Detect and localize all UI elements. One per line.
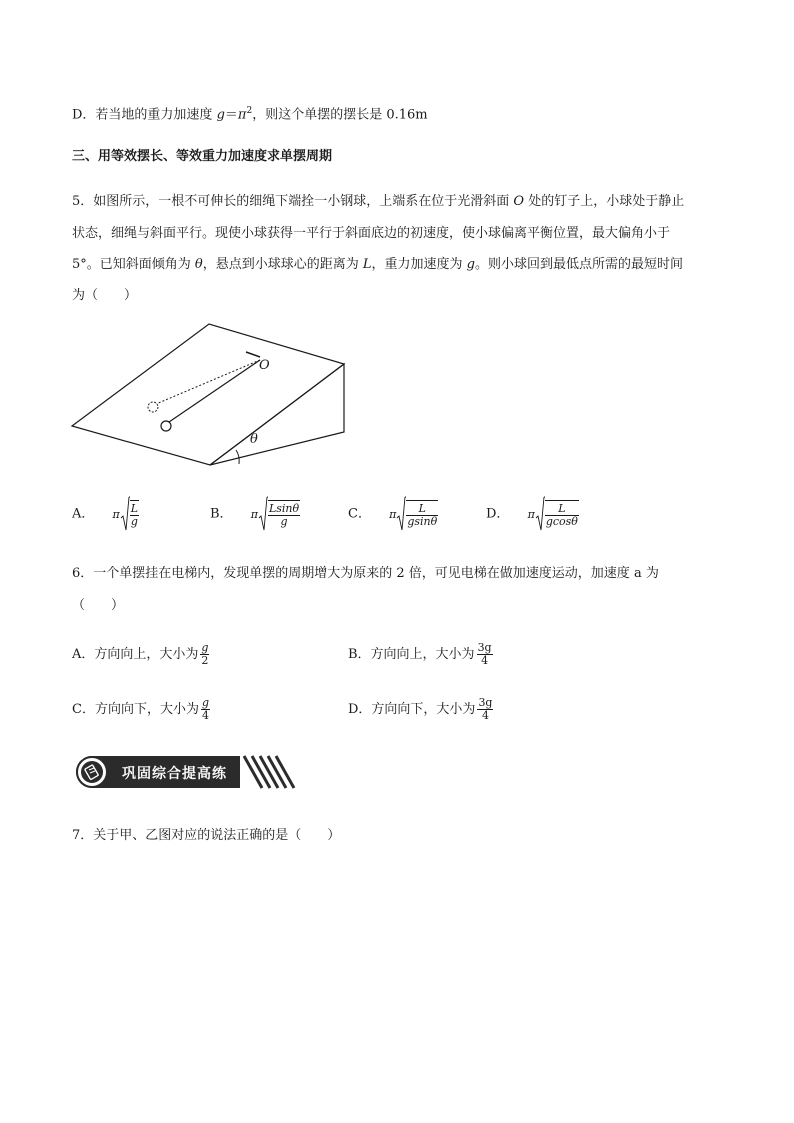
q5-line1: [72, 194, 684, 210]
q5-line3: [72, 257, 683, 273]
q4d-pi: π: [237, 107, 247, 123]
q5-option-c-sqrt: [396, 496, 438, 532]
radical-sign: [120, 496, 130, 532]
q4d-label: D．若当地的重力加速度: [72, 107, 217, 123]
q5-option-a-sqrt: [120, 496, 139, 532]
q6-option-a-num: g: [201, 641, 209, 654]
q6-option-c-frac: [201, 697, 210, 722]
q5-option-d-den: gcosθ: [545, 515, 578, 528]
q5-option-a[interactable]: [72, 496, 139, 532]
q6-option-b-num: 3g: [477, 641, 492, 654]
q6-line2: （ ）: [72, 598, 125, 613]
q5-option-b-letter: B．: [210, 506, 233, 522]
q5-option-d-frac: [545, 500, 579, 528]
q5-option-b-num: Lsinθ: [268, 502, 300, 515]
banner-title: 巩固综合提高练: [122, 766, 227, 782]
q5-option-a-frac: [130, 500, 139, 528]
q5-line1a: 5．如图所示，一根不可伸长的细绳下端拴一小钢球，上端系在位于光滑斜面: [72, 194, 514, 209]
q6-option-a-text: A．方向向上，大小为: [72, 647, 199, 662]
q6-option-c-text: C．方向向下，大小为: [72, 702, 199, 717]
q5-option-c-pi: π: [389, 507, 397, 521]
dotted-string: [156, 360, 260, 404]
q5-option-b-sqrt: [258, 496, 300, 532]
q5-option-c-frac: [406, 500, 438, 528]
q5-point-o: O: [513, 194, 525, 209]
q5-line3a: 5°。已知斜面倾角为: [72, 257, 195, 272]
section3-title: 三、用等效摆长、等效重力加速度求单摆周期: [72, 149, 333, 164]
q5-option-a-pi: π: [112, 507, 120, 521]
q5-L: L: [362, 257, 372, 272]
q4d-rest: ，则这个单摆的摆长是 0.16m: [252, 107, 428, 123]
q4d-g: g: [216, 107, 225, 123]
nail: [246, 352, 260, 357]
q6-option-d-text: D．方向向下，大小为: [348, 702, 476, 717]
q6-option-a-frac: [200, 642, 209, 667]
string: [169, 360, 260, 422]
q5-line2: 状态，细绳与斜面平行。现使小球获得一平行于斜面底边的初速度，使小球偏离平衡位置，最大偏角小于: [72, 226, 671, 241]
q6-option-c-den: 4: [201, 709, 209, 722]
q4d-sup: 2: [246, 106, 253, 116]
q5-option-c-den: gsinθ: [407, 515, 438, 528]
ball: [161, 421, 171, 431]
q6-option-a[interactable]: [72, 642, 209, 667]
q5-option-c-num: L: [406, 503, 438, 516]
q5-line3b: ，悬点到小球球心的距离为: [202, 257, 363, 272]
q5-line3d: 。则小球回到最低点所需的最短时间: [474, 257, 683, 272]
angle-label: θ: [250, 432, 258, 447]
q4-option-d: [72, 103, 428, 123]
q4d-eq: ＝: [224, 107, 238, 123]
q6-option-d[interactable]: [348, 697, 493, 722]
q5-option-b[interactable]: [210, 496, 300, 532]
angle-arc: [236, 450, 239, 464]
q5-option-c[interactable]: [348, 496, 438, 532]
q6-option-b-text: B．方向向上，大小为: [348, 647, 475, 662]
q5-option-d-sqrt: [535, 496, 579, 532]
q6-option-b-den: 4: [481, 654, 489, 667]
q6-option-d-den: 4: [481, 709, 489, 722]
q7-line1: 7．关于甲、乙图对应的说法正确的是（ ）: [72, 828, 341, 843]
q6-option-b[interactable]: [348, 642, 493, 667]
q5-option-d[interactable]: [486, 496, 579, 532]
q5-option-d-letter: D．: [486, 506, 510, 522]
q6-line1: 6．一个单摆挂在电梯内，发现单摆的周期增大为原来的 2 倍，可见电梯在做加速度运动，加速度 a 为: [72, 566, 659, 581]
displaced-ball: [148, 402, 158, 412]
point-o-label: O: [259, 358, 270, 373]
q5-g: g: [466, 257, 475, 272]
q5-option-d-pi: π: [527, 507, 535, 521]
radical-sign: [396, 496, 406, 532]
q5-line4: 为（ ）: [72, 288, 138, 303]
q5-option-a-letter: A．: [72, 506, 95, 522]
q5-option-a-num: L: [130, 502, 139, 515]
q6-option-c-num: g: [201, 696, 209, 709]
q5-line3c: ，重力加速度为: [371, 257, 467, 272]
q6-option-a-den: 2: [201, 654, 209, 667]
radical-sign: [535, 496, 545, 532]
q6-option-c[interactable]: [72, 697, 210, 722]
pencil-book-icon: [84, 764, 100, 780]
q6-option-d-num: 3g: [478, 696, 493, 709]
radical-sign: [258, 496, 268, 532]
q5-option-c-letter: C．: [348, 506, 371, 522]
q5-line1b: 处的钉子上，小球处于静止: [524, 194, 685, 209]
incline-side: [210, 364, 344, 465]
q5-option-a-den: g: [130, 515, 138, 528]
q5-option-b-den: g: [280, 515, 288, 528]
section-banner: [72, 752, 298, 792]
q6-option-d-frac: [477, 697, 493, 722]
q5-theta: θ: [194, 257, 203, 272]
q5-incline-figure: [68, 318, 358, 470]
q5-option-b-pi: π: [250, 507, 258, 521]
q5-option-b-frac: [268, 500, 300, 528]
q5-option-d-num: L: [545, 503, 579, 516]
q6-option-b-frac: [477, 642, 493, 667]
